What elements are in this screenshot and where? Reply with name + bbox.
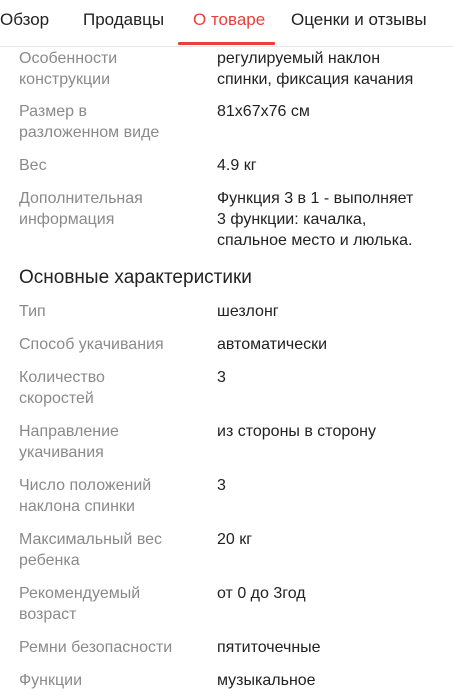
- spec-label-recommended-age: Рекомендуемый возраст: [19, 585, 141, 623]
- tab-reviews[interactable]: Оценки и отзывы: [291, 10, 427, 29]
- spec-label-weight: Вес: [19, 157, 47, 174]
- spec-label-functions: Функции: [19, 672, 83, 689]
- tab-sellers[interactable]: Продавцы: [83, 10, 165, 29]
- spec-label-safety-belts: Ремни безопасности: [19, 639, 173, 656]
- spec-label-rocking-method: Способ укачивания: [19, 336, 164, 353]
- spec-value-backrest-positions: 3: [217, 477, 226, 494]
- spec-label-max-child-weight: Максимальный вес ребенка: [19, 531, 163, 569]
- spec-label-construction: Особенности конструкции: [19, 50, 118, 88]
- spec-label-speed-count: Количество скоростей: [19, 369, 105, 407]
- spec-value-speed-count: 3: [217, 369, 226, 386]
- spec-value-construction: регулируемый наклон спинки, фиксация качания: [217, 50, 414, 88]
- spec-label-type: Тип: [19, 303, 46, 320]
- tab-about-product[interactable]: О товаре: [193, 10, 266, 29]
- tab-bar: [0, 0, 453, 47]
- spec-value-max-child-weight: 20 кг: [217, 531, 253, 548]
- spec-label-unfolded-size: Размер в разложенном виде: [19, 103, 160, 141]
- spec-value-type: шезлонг: [217, 303, 279, 320]
- spec-value-weight: 4.9 кг: [217, 157, 257, 174]
- spec-value-rocking-method: автоматически: [217, 336, 328, 353]
- active-tab-indicator: [178, 42, 275, 45]
- spec-value-additional-info: Функция 3 в 1 - выполняет 3 функции: качалка, спальное место и люлька.: [217, 190, 414, 249]
- spec-value-unfolded-size: 81х67х76 см: [217, 103, 310, 120]
- spec-label-additional-info: Дополнительная информация: [19, 190, 143, 228]
- spec-value-recommended-age: от 0 до 3год: [217, 585, 306, 602]
- spec-label-backrest-positions: Число положений наклона спинки: [19, 477, 152, 515]
- tab-overview[interactable]: Обзор: [0, 10, 50, 29]
- spec-value-functions: музыкальное: [217, 672, 316, 689]
- spec-value-safety-belts: пятиточечные: [217, 639, 321, 656]
- spec-label-rocking-direction: Направление укачивания: [19, 423, 119, 461]
- section-title-main-characteristics: Основные характеристики: [19, 267, 252, 288]
- spec-value-rocking-direction: из стороны в сторону: [217, 423, 376, 440]
